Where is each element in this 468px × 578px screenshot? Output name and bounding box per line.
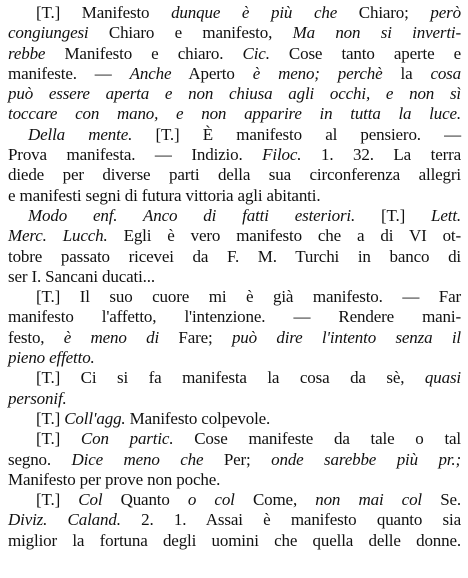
roman-text: la [382, 63, 431, 83]
roman-text: [T.] [355, 205, 432, 225]
roman-text: miglior la fortuna degli uomini che quella delle donne. [8, 530, 461, 550]
italic-text: Coll'agg. [64, 408, 126, 428]
text-line [8, 165, 461, 185]
italic-text: onde sarebbe più pr.; [271, 449, 461, 469]
italic-text: può essere aperta e non chiusa agli occhi, e non sì [8, 84, 461, 104]
roman-text: 2. 1. Assai è manifesto quanto sia [120, 510, 461, 530]
text-line [8, 328, 461, 348]
text-line [8, 145, 461, 165]
roman-text: [T.] Il suo cuore mi è già manifesto. — Far [36, 287, 461, 307]
italic-text: cosa [430, 63, 461, 83]
roman-text: Fare; [159, 327, 232, 347]
italic-text: non mai col [315, 490, 423, 510]
text-line [8, 429, 461, 449]
italic-text: Lett. [431, 205, 461, 225]
text-line [8, 226, 461, 246]
roman-text: Quanto [102, 490, 188, 510]
text-line [8, 510, 461, 530]
text-line [8, 409, 461, 429]
roman-text: Chiaro; [337, 3, 431, 22]
italic-text: quasi [424, 368, 461, 388]
text-line [8, 64, 461, 84]
roman-text: Manifesto colpevole. [125, 408, 271, 428]
italic-text: Modo enf. Anco di fatti esteriori. [28, 205, 356, 225]
italic-text: è meno di [63, 327, 160, 347]
entry-text [8, 3, 461, 551]
italic-text: congiungesi [8, 23, 89, 43]
text-line [8, 104, 461, 124]
italic-text: Dice meno che [71, 449, 204, 469]
italic-text: Cic. [242, 43, 270, 63]
roman-text: [T.] È manifesto al pensiero. — [132, 124, 461, 144]
roman-text: Cose tanto aperte e [269, 43, 461, 63]
roman-text: ser I. Sancani ducati... [8, 266, 155, 286]
italic-text: Anche [129, 63, 172, 83]
roman-text: Egli è vero manifesto che a di VI ot- [107, 226, 462, 246]
italic-text: è meno; perchè [252, 63, 383, 83]
text-line [8, 531, 461, 551]
italic-text: rebbe [8, 43, 46, 63]
roman-text: e manifesti segni di futura vittoria agli abitanti. [8, 185, 321, 205]
italic-text: pieno effetto. [8, 348, 95, 368]
italic-text: Con partic. [80, 429, 174, 449]
roman-text: [T.] [36, 490, 79, 510]
roman-text: [T.] Ci si fa manifesta la cosa da sè, [36, 368, 425, 388]
italic-text: personif. [8, 388, 67, 408]
italic-text: Ma non si inverti- [292, 23, 461, 43]
text-line [8, 125, 461, 145]
italic-text: però [430, 3, 461, 22]
text-line [8, 3, 461, 23]
italic-text: Col [78, 490, 103, 510]
text-line [8, 287, 461, 307]
italic-text: o col [187, 490, 235, 510]
roman-text: Se. [422, 490, 461, 510]
roman-text: Cose manifeste da tale o tal [173, 429, 461, 449]
italic-text: toccare con mano, e non apparire in tutta la luce. [8, 104, 461, 124]
roman-text: festo, [8, 327, 64, 347]
roman-text: tobre passato ricevei da F. M. Turchi in banco di [8, 246, 461, 266]
text-line [8, 84, 461, 104]
roman-text: diede per diverse parti della sua circonferenza allegri [8, 165, 461, 185]
roman-text: [T.] [36, 429, 81, 449]
roman-text: Chiaro e manifesto, [88, 23, 293, 43]
text-line [8, 186, 461, 206]
text-line [8, 267, 461, 287]
roman-text: Manifesto e chiaro. [45, 43, 243, 63]
roman-text: manifeste. — [8, 63, 130, 83]
text-line [8, 206, 461, 226]
italic-text: Della mente. [28, 124, 133, 144]
text-line [8, 307, 461, 327]
roman-text: [T.] [36, 408, 65, 428]
text-line [8, 247, 461, 267]
text-line [8, 490, 461, 510]
italic-text: Diviz. Caland. [8, 510, 121, 530]
text-line [8, 348, 461, 368]
roman-text: manifesto l'affetto, l'intenzione. — Rendere mani- [8, 307, 461, 327]
italic-text: può dire l'intento senza il [231, 327, 461, 347]
italic-text: Merc. Lucch. [8, 226, 108, 246]
text-line [8, 44, 461, 64]
roman-text: Come, [234, 490, 316, 510]
roman-text: Manifesto per prove non poche. [8, 469, 221, 489]
roman-text: Prova manifesta. — Indizio. [8, 145, 263, 165]
text-line [8, 389, 461, 409]
roman-text: segno. [8, 449, 72, 469]
roman-text: Aperto [171, 63, 253, 83]
text-line [8, 368, 461, 388]
italic-text: dunque è più che [171, 3, 338, 22]
roman-text: 1. 32. La terra [301, 145, 462, 165]
text-line [8, 23, 461, 43]
text-line [8, 450, 461, 470]
text-line [8, 470, 461, 490]
roman-text: Per; [203, 449, 272, 469]
roman-text: [T.] Manifesto [36, 3, 172, 22]
italic-text: Filoc. [262, 145, 302, 165]
